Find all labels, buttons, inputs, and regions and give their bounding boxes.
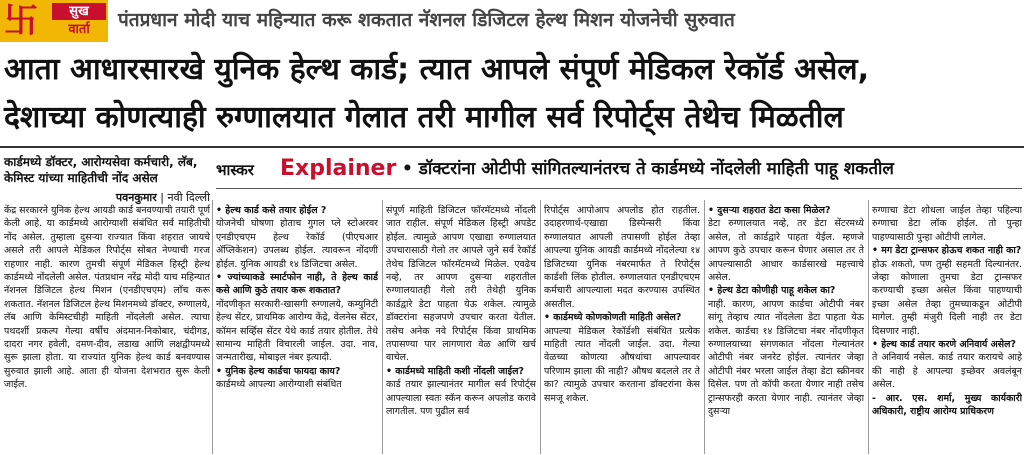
- question-heading: • हेल्थ कार्ड तयार करणे अनिवार्य असेल?: [872, 339, 1016, 351]
- article-column-2: [216, 204, 378, 454]
- column-rule: [382, 200, 383, 454]
- paragraph: होऊ शकतो, पण तुम्ही सहमती दिल्यानंतर. जेव्हा कोणाला तुमचा डेटा ट्रान्सफर करण्याची इच्छा असेल किंवा पाहण्याची इच्छा असेल तेव्हा तुमच्याकडून ओटीपी मागेल. तुम्ही मंजुरी दिली नाही तर डेटा दिसणार नाही.: [872, 258, 1022, 337]
- article-column-5: [708, 204, 864, 454]
- question-heading: - आर. एस. शर्मा, मुख्य कार्यकारी अधिकारी, राष्ट्रीय आरोग्य प्राधिकरण: [872, 392, 1022, 418]
- logo-bottom-text: वार्ता: [68, 22, 90, 37]
- question-heading: • हेल्थ डेटा कोणीही पाहू शकेल का?: [708, 285, 836, 297]
- headline-divider: [0, 146, 1024, 148]
- paragraph: डेटा रुग्णालयात नव्हे, तर डेटा सेंटरमध्ये असेल, तो कार्डद्वारे पाहता येईल. म्हणजे आपण कुठे उपचार करून घेणार असाल तर ते आपल्यासाठी आधार कार्डसारखे महत्त्वाचे असेल.: [708, 218, 864, 284]
- paragraph: रिपोर्ट्स आपोआप अपलोड होत राहतील. उदाहरणार्थ-एखाद्या डिस्पेन्सरी किंवा रुग्णालयात आपली तपासणी होईल तेव्हा आपल्या युनिक आयडी कार्डमध्ये नोंदलेल्या १४ डिजिटच्या युनिक नंबरमार्फत ते रिपोर्ट्स कार्डशी लिंक होतील. रुग्णालयात एनडीएचएम कर्मचारी आपल्याला मदत करण्यास उपस्थित असतील.: [544, 205, 700, 310]
- byline-author: पवनकुमार: [115, 191, 157, 204]
- column-rule: [212, 200, 213, 454]
- article-column-1: [4, 204, 210, 454]
- paragraph: केंद्र सरकारने युनिक हेल्थ आयडी कार्ड बनवण्याची तयारी पूर्ण केली आहे. या कार्डमध्ये आरोग्याशी संबंधित सर्व माहितीची नोंद असेल. तुम्हाला दुसऱ्या राज्यात किंवा शहरात जायचे असले तरी आपले मेडिकल रिपोर्ट्स सोबत नेण्याची गरज राहणार नाही. कारण तुमची संपूर्ण मेडिकल हिस्ट्री हेल्थ कार्डमध्ये नोंदलेली असेल. पंतप्रधान नरेंद्र मोदी याच महिन्यात नॅशनल डिजिटल हेल्थ मिशन (एनडीएचएम) लाँच करू शकतात. नॅशनल डिजिटल हेल्थ मिशनमध्ये डॉक्टर, रुग्णालये, लॅब आणि केमिस्टचीही माहिती नोंदलेली असेल. त्याचा पथदर्शी प्रकल्प गेल्या वर्षीच अंदमान-निकोबार, चंदीगड, दादरा नगर हवेली, दमण-दीव, लडाख आणि लक्षद्वीपमध्ये सुरू झाला होता. या राज्यांत युनिक हेल्थ कार्ड बनवण्यास सुरुवात झाली आहे. आता ही योजना देशभरात सुरू केली जाईल.: [4, 205, 210, 391]
- column-rule: [540, 200, 541, 454]
- explainer-title: • डॉक्टरांना ओटीपी सांगितल्यानंतरच ते कार्डमध्ये नोंदलेली माहिती पाहू शकतील: [402, 159, 894, 179]
- byline-place: नवी दिल्ली: [167, 191, 210, 204]
- question-heading: • दुसऱ्या शहरात डेटा कसा मिळेल?: [708, 205, 831, 216]
- paragraph: संपूर्ण माहिती डिजिटल फॉरमॅटमध्ये नोंदली जात राहील. संपूर्ण मेडिकल हिस्ट्री अपडेट होईल. त्यामुळे आपण एखाद्या रुग्णालयात उपचारासाठी गेलो तर आपले जुने सर्व रेकॉर्ड तेथेच डिजिटल फॉरमॅटमध्ये मिळेल. एवढेच नव्हे, तर आपण दुसऱ्या शहरातील रुग्णालयातही गेलो तरी तेथेही युनिक कार्डद्वारे डेटा पाहता येऊ शकेल. त्यामुळे डॉक्टरांना सहजपणे उपचार करता येतील. तसेच अनेक नवे रिपोर्ट्स किंवा प्राथमिक तपासण्या पार लागणारा वेळ आणि खर्च वाचेल.: [386, 205, 536, 364]
- paragraph: नाही. कारण, आपण कार्डचा ओटीपी नंबर सांगू तेव्हाच त्यात नोंदलेला डेटा पाहता येऊ शकेल. कार्डचा १४ डिजिटचा नंबर नोंदणीकृत रुग्णालयाच्या संगणकात नोंदला गेल्यानंतर ओटीपी नंबर जनरेट होईल. त्यानंतर जेव्हा ओटीपी नंबर भरला जाईल तेव्हा डेटा स्क्रीनवर दिसेल. पण तो कॉपी करता येणार नाही तसेच ट्रान्सफरही करता येणार नाही. त्यानंतर जेव्हा दुसऱ्या: [708, 298, 864, 418]
- column-rule: [704, 200, 705, 454]
- question-heading: • ज्यांच्याकडे स्मार्टफोन नाही, ते हेल्थ कार्ड कसे आणि कुठे तयार करू शकतात?: [216, 272, 378, 297]
- explainer-label: Explainer: [280, 156, 397, 181]
- article-column-3: [386, 204, 536, 454]
- byline-separator: |: [160, 191, 168, 204]
- swastika-icon: 卐: [4, 1, 38, 41]
- question-heading: • हेल्थ कार्ड कसे तयार होईल ?: [216, 205, 327, 216]
- question-heading: • कार्डमध्ये कोणकोणती माहिती असेल?: [544, 312, 682, 324]
- headline-line-1: आता आधारसारखे युनिक हेल्थ कार्ड; त्यात आपले संपूर्ण मेडिकल रेकॉर्ड असेल,: [4, 52, 870, 87]
- question-heading: • युनिक हेल्थ कार्डचा फायदा काय?: [216, 365, 341, 377]
- masthead-logo: [0, 0, 108, 42]
- intro-summary: कार्डमध्ये डॉक्टर, आरोग्यसेवा कर्मचारी, लॅब, केमिस्ट यांच्या माहितीची नोंद असेल: [4, 155, 198, 185]
- article-column-6: [872, 204, 1022, 454]
- paragraph: रुग्णाचा डेटा शोधला जाईल तेव्हा पहिल्या रुग्णाचा डेटा लॉक होईल. तो पुन्हा पाहण्यासाठी पुन्हा ओटीपी लागेल.: [872, 205, 1022, 243]
- paragraph: ते अनिवार्य नसेल. कार्ड तयार करायचे आहे की नाही हे आपल्या इच्छेवर अवलंबून असेल.: [872, 352, 1022, 391]
- article-column-4: [544, 204, 700, 454]
- question-heading: • कार्डमध्ये माहिती कशी नोंदली जाईल?: [386, 365, 524, 377]
- column-rule: [868, 200, 869, 454]
- paragraph: कार्डमध्ये आपल्या आरोग्याशी संबंधित: [216, 379, 342, 391]
- tagline: पंतप्रधान मोदी याच महिन्यात करू शकतात नॅशनल डिजिटल हेल्थ मिशन योजनेची सुरुवात: [118, 9, 735, 31]
- question-heading: • मग डेटा ट्रान्सफर होऊच शकत नाही का?: [872, 245, 1022, 257]
- paragraph: योजनेची घोषणा होताच गुगल प्ले स्टोअरवर एनडीएचएम हेल्थ रेकॉर्ड (पीएचआर ॲप्लिकेशन) उपलब्ध होईल. त्यावरून नोंदणी होईल. युनिक आयडी १४ डिजिटचा असेल.: [216, 218, 378, 270]
- paragraph: नोंदणीकृत सरकारी-खासगी रुग्णालये, कम्युनिटी हेल्थ सेंटर, प्राथमिक आरोग्य केंद्रे, वेलनेस सेंटर, कॉमन सर्व्हिस सेंटर येथे कार्ड तयार होतील. तेथे सामान्य माहिती विचारली जाईल. उदा. नाव, जन्मतारीख, मोबाइल नंबर इत्यादी.: [216, 298, 378, 364]
- explainer-brand: भास्कर: [216, 161, 254, 179]
- headline-line-2: देशाच्या कोणत्याही रुग्णालयात गेलात तरी मागील सर्व रिपोर्ट्स तेथेच मिळतील: [4, 100, 844, 135]
- logo-top-text: सुख: [52, 3, 106, 20]
- paragraph: कार्ड तयार झाल्यानंतर मागील सर्व रिपोर्ट्स आपल्याला स्वतः स्कॅन करून अपलोड करावे लागतील. पण पुढील सर्व: [386, 379, 536, 418]
- paragraph: आपल्या मेडिकल रेकॉर्डशी संबंधित प्रत्येक माहिती त्यात नोंदली जाईल. उदा. गेल्या वेळच्या कोणत्या औषधांचा आपल्यावर परिणाम झाला की नाही? औषध बदलले तर ते का? त्यामुळे उपचार करताना डॉक्टरांना केस समजू शकेल.: [544, 325, 700, 404]
- explainer-rule: [216, 188, 1022, 189]
